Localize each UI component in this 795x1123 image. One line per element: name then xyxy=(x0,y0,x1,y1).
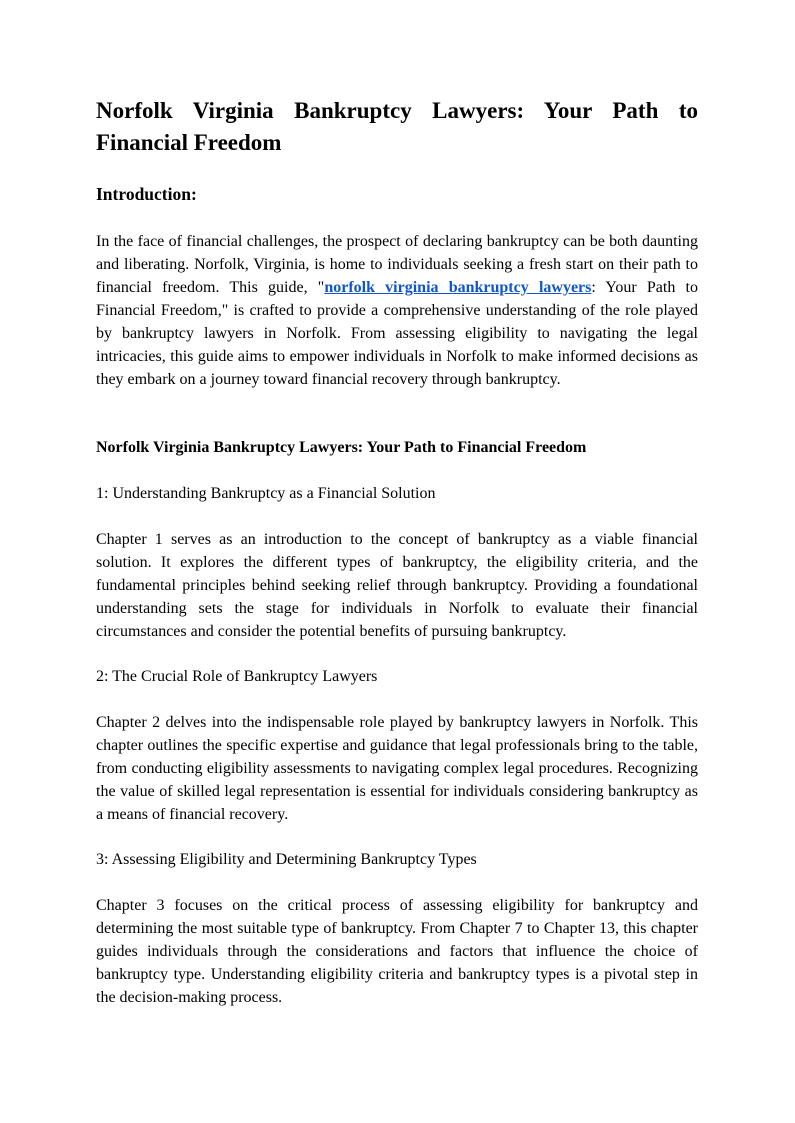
chapter-1-body: Chapter 1 serves as an introduction to the concept of bankruptcy as a viable financial solution. It explores the different types of bankruptcy, the eligibility criteria, and the fundamental principles behind seeking relief through bankruptcy. Providing a foundational understanding sets the stage for individuals in Norfolk to evaluate their financial circumstances and consider the potential benefits of pursuing bankruptcy. xyxy=(96,531,698,640)
intro-text-before-link: In the face of financial challenges, the prospect of declaring bankruptcy can be both daunting and liberating. Norfolk, Virginia, is home to individuals seeking a fresh start on their path to financial freedom. This guide, " xyxy=(96,233,698,296)
document-title: Norfolk Virginia Bankruptcy Lawyers: Your Path to Financial Freedom xyxy=(96,98,698,155)
chapter-1-heading: 1: Understanding Bankruptcy as a Financial Solution xyxy=(96,485,436,502)
document-page xyxy=(96,95,698,1006)
chapter-2-heading: 2: The Crucial Role of Bankruptcy Lawyers xyxy=(96,668,378,685)
chapter-2-body: Chapter 2 delves into the indispensable role played by bankruptcy lawyers in Norfolk. This chapter outlines the specific expertise and guidance that legal professionals bring to the table, from conducting eligibility assessments to navigating complex legal procedures. Recognizing the value of skilled legal representation is essential for individuals considering bankruptcy as a means of financial recovery. xyxy=(96,714,698,823)
introduction-heading: Introduction: xyxy=(96,184,197,204)
section-heading: Norfolk Virginia Bankruptcy Lawyers: Your Path to Financial Freedom xyxy=(96,439,587,456)
chapter-3-heading: 3: Assessing Eligibility and Determining Bankruptcy Types xyxy=(96,851,477,868)
introduction-paragraph xyxy=(96,230,698,391)
chapter-3-body: Chapter 3 focuses on the critical process of assessing eligibility for bankruptcy and determining the most suitable type of bankruptcy. From Chapter 7 to Chapter 13, this chapter guides individuals through the considerations and factors that influence the choice of bankruptcy type. Understanding eligibility criteria and bankruptcy types is a pivotal step in the decision-making process. xyxy=(96,897,698,1006)
intro-text-after-link: : Your Path to Financial Freedom," is crafted to provide a comprehensive understanding of the role played by bankruptcy lawyers in Norfolk. From assessing eligibility to navigating the legal intricacies, this guide aims to empower individuals in Norfolk to make informed decisions as they embark on a journey toward financial recovery through bankruptcy. xyxy=(96,279,698,388)
norfolk-bankruptcy-lawyers-link[interactable]: norfolk virginia bankruptcy lawyers xyxy=(324,279,592,296)
